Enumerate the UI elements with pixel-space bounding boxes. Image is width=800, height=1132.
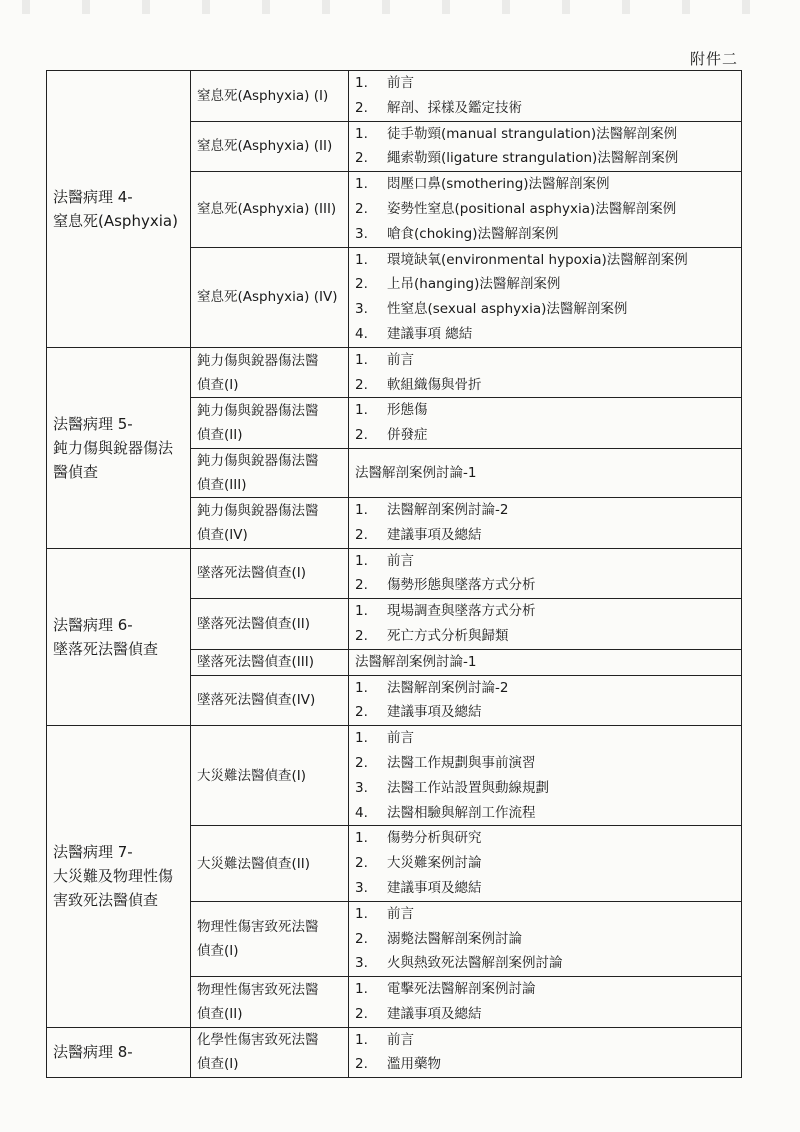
topic-number: 2.	[355, 200, 368, 217]
module-title	[47, 1027, 191, 1078]
session-row	[47, 548, 742, 599]
module-title-line: 鈍力傷與銳器傷法	[53, 438, 174, 457]
topic-item	[355, 398, 735, 423]
session-name-line: 鈍力傷與銳器傷法醫	[197, 502, 319, 519]
module-title	[47, 548, 191, 726]
session-topics	[349, 977, 742, 1028]
topic-item	[355, 902, 735, 927]
session-name-line: 墜落死法醫偵查(I)	[197, 565, 307, 582]
session-topics	[349, 497, 742, 548]
topic-item	[355, 272, 735, 297]
topic-number: 1.	[355, 905, 368, 922]
topic-text: 法醫解剖案例討論-1	[355, 653, 477, 670]
session-name	[191, 901, 349, 976]
session-name	[191, 172, 349, 247]
topic-item	[355, 851, 735, 876]
topic-item	[355, 122, 735, 147]
session-name	[191, 247, 349, 347]
topic-text: 建議事項及總結	[387, 526, 482, 543]
topic-number: 1.	[355, 830, 368, 847]
topic-item	[355, 1028, 735, 1053]
topic-text: 電擊死法醫解剖案例討論	[387, 981, 536, 998]
topic-number: 1.	[355, 125, 368, 142]
session-name	[191, 347, 349, 398]
session-row	[47, 726, 742, 826]
session-topics	[349, 548, 742, 599]
topic-text: 悶壓口鼻(smothering)法醫解剖案例	[387, 176, 610, 193]
topic-item	[355, 146, 735, 171]
session-row	[47, 71, 742, 122]
topic-number: 1.	[355, 981, 368, 998]
session-topics	[349, 726, 742, 826]
topic-item	[355, 322, 735, 347]
topic-item	[355, 676, 735, 701]
module-title-line: 大災難及物理性傷	[53, 867, 174, 886]
topic-number: 1.	[355, 251, 368, 268]
session-name-line: 窒息死(Asphyxia) (IV)	[197, 289, 338, 306]
topic-number: 2.	[355, 150, 368, 167]
session-name-line: 墜落死法醫偵查(IV)	[197, 692, 316, 709]
topic-item	[355, 624, 735, 649]
topic-text: 前言	[387, 730, 414, 747]
session-name	[191, 448, 349, 497]
topic-number: 1.	[355, 75, 368, 91]
topic-text: 溺斃法醫解剖案例討論	[387, 930, 522, 947]
topic-text: 建議事項及總結	[387, 704, 482, 721]
session-name-line: 偵查(III)	[197, 476, 247, 493]
topic-item	[355, 573, 735, 598]
topic-item	[355, 222, 735, 247]
module-title	[47, 726, 191, 1028]
topic-number: 1.	[355, 552, 368, 569]
session-name-line: 窒息死(Asphyxia) (II)	[197, 138, 333, 155]
topic-text: 法醫解剖案例討論-1	[355, 464, 477, 481]
topic-item	[355, 297, 735, 322]
session-topics	[349, 675, 742, 726]
session-topics	[349, 1027, 742, 1078]
topic-text: 前言	[387, 552, 414, 569]
topic-number: 1.	[355, 1031, 368, 1048]
session-name-line: 化學性傷害致死法醫	[197, 1032, 319, 1049]
topic-text: 上吊(hanging)法醫解剖案例	[387, 276, 561, 293]
topic-text: 徒手勒頸(manual strangulation)法醫解剖案例	[387, 125, 678, 142]
session-topics	[349, 599, 742, 650]
session-topics	[349, 649, 742, 675]
session-name	[191, 726, 349, 826]
topic-number: 2.	[355, 754, 368, 771]
topic-item	[355, 801, 735, 826]
topic-item	[355, 373, 735, 398]
session-name-line: 偵查(II)	[197, 1005, 243, 1022]
topic-number: 2.	[355, 1056, 368, 1073]
session-name-line: 鈍力傷與銳器傷法醫	[197, 352, 319, 369]
session-name	[191, 826, 349, 901]
session-name	[191, 497, 349, 548]
topic-number: 2.	[355, 276, 368, 293]
topic-text: 濫用藥物	[387, 1056, 441, 1073]
topic-item	[355, 172, 735, 197]
topic-item	[355, 826, 735, 851]
session-topics	[349, 448, 742, 497]
topic-number: 1.	[355, 176, 368, 193]
session-name-line: 偵查(IV)	[197, 526, 248, 543]
topic-text: 繩索勒頸(ligature strangulation)法醫解剖案例	[387, 150, 679, 167]
topic-item	[355, 1002, 735, 1027]
topic-text: 環境缺氧(environmental hypoxia)法醫解剖案例	[387, 251, 688, 268]
session-topics	[349, 172, 742, 247]
topic-item	[355, 348, 735, 373]
module-title-line: 法醫病理 6-	[53, 615, 133, 634]
topic-number: 3.	[355, 225, 368, 242]
session-name-line: 大災難法醫偵查(I)	[197, 767, 307, 784]
topic-text: 軟組織傷與骨折	[387, 376, 482, 393]
session-name	[191, 71, 349, 122]
session-topics	[349, 247, 742, 347]
topic-number: 1.	[355, 501, 368, 518]
topic-number: 2.	[355, 855, 368, 872]
topic-item	[355, 549, 735, 574]
topic-number: 1.	[355, 730, 368, 747]
topic-text: 嗆食(choking)法醫解剖案例	[387, 225, 559, 242]
session-topics	[349, 121, 742, 172]
topic-number: 3.	[355, 955, 368, 972]
topic-text: 現場調查與墜落方式分析	[387, 603, 536, 620]
topic-text: 形態傷	[387, 402, 428, 419]
topic-text: 性窒息(sexual asphyxia)法醫解剖案例	[387, 301, 628, 318]
topic-item	[355, 927, 735, 952]
topic-number: 1.	[355, 603, 368, 620]
topic-item	[355, 751, 735, 776]
topic-number: 2.	[355, 1005, 368, 1022]
session-topics	[349, 901, 742, 976]
topic-item	[355, 498, 735, 523]
module-title-line: 墜落死法醫偵查	[53, 639, 159, 658]
topic-item	[355, 248, 735, 273]
session-name-line: 墜落死法醫偵查(III)	[197, 654, 314, 671]
module-title-line: 害致死法醫偵查	[53, 891, 159, 910]
topic-text: 傷勢形態與墜落方式分析	[387, 577, 536, 594]
topic-number: 2.	[355, 99, 368, 116]
topic-text: 法醫相驗與解剖工作流程	[387, 804, 536, 821]
topic-text: 火與熱致死法醫解剖案例討論	[387, 955, 563, 972]
session-name-line: 物理性傷害致死法醫	[197, 981, 319, 998]
scan-edge-artifact	[0, 0, 800, 14]
topic-text: 死亡方式分析與歸類	[387, 627, 509, 644]
topic-number: 2.	[355, 704, 368, 721]
session-name	[191, 649, 349, 675]
topic-number: 2.	[355, 526, 368, 543]
topic-number: 1.	[355, 402, 368, 419]
session-name-line: 偵查(II)	[197, 427, 243, 444]
session-name-line: 偵查(I)	[197, 1056, 239, 1073]
topic-text: 前言	[387, 1031, 414, 1048]
course-table	[46, 70, 742, 1078]
topic-number: 3.	[355, 779, 368, 796]
topic-text: 大災難案例討論	[387, 855, 482, 872]
module-title-line: 法醫病理 4-	[53, 187, 133, 206]
topic-number: 3.	[355, 879, 368, 896]
topic-text: 法醫解剖案例討論-2	[387, 501, 509, 518]
session-name	[191, 548, 349, 599]
session-name	[191, 599, 349, 650]
topic-number: 2.	[355, 627, 368, 644]
topic-text: 前言	[387, 351, 414, 368]
module-title-line: 醫偵查	[53, 462, 99, 481]
module-title-line: 法醫病理 7-	[53, 843, 133, 862]
topic-text: 建議事項及總結	[387, 879, 482, 896]
topic-number: 2.	[355, 930, 368, 947]
session-topics	[349, 71, 742, 122]
topic-item	[355, 776, 735, 801]
topic-number: 1.	[355, 351, 368, 368]
session-name-line: 鈍力傷與銳器傷法醫	[197, 452, 319, 469]
topic-item	[355, 461, 735, 486]
session-topics	[349, 347, 742, 398]
session-name-line: 墜落死法醫偵查(II)	[197, 615, 310, 632]
topic-item	[355, 599, 735, 624]
topic-number: 2.	[355, 376, 368, 393]
module-title-line: 法醫病理 8-	[53, 1043, 133, 1062]
module-title-line: 窒息死(Asphyxia)	[53, 211, 178, 230]
module-title-line: 法醫病理 5-	[53, 414, 133, 433]
session-topics	[349, 398, 742, 449]
topic-text: 建議事項 總結	[387, 325, 473, 342]
topic-text: 法醫解剖案例討論-2	[387, 679, 509, 696]
session-name-line: 物理性傷害致死法醫	[197, 918, 319, 935]
module-title	[47, 71, 191, 348]
topic-number: 4.	[355, 804, 368, 821]
topic-item	[355, 197, 735, 222]
session-name	[191, 675, 349, 726]
session-name-line: 鈍力傷與銳器傷法醫	[197, 403, 319, 420]
session-row	[47, 347, 742, 398]
session-topics	[349, 826, 742, 901]
topic-item	[355, 523, 735, 548]
topic-number: 1.	[355, 679, 368, 696]
topic-text: 建議事項及總結	[387, 1005, 482, 1022]
topic-text: 法醫工作規劃與事前演習	[387, 754, 536, 771]
topic-item	[355, 423, 735, 448]
topic-text: 姿勢性窒息(positional asphyxia)法醫解剖案例	[387, 200, 677, 217]
session-name-line: 偵查(I)	[197, 376, 239, 393]
topic-item	[355, 650, 735, 675]
topic-text: 傷勢分析與研究	[387, 830, 482, 847]
topic-number: 4.	[355, 325, 368, 342]
session-name-line: 偵查(I)	[197, 942, 239, 959]
topic-item	[355, 1052, 735, 1077]
topic-number: 2.	[355, 427, 368, 444]
topic-text: 解剖、採樣及鑑定技術	[387, 99, 522, 116]
topic-number: 3.	[355, 301, 368, 318]
topic-text: 法醫工作站設置與動線規劃	[387, 779, 549, 796]
topic-text: 併發症	[387, 427, 428, 444]
topic-item	[355, 71, 735, 96]
topic-item	[355, 977, 735, 1002]
topic-number: 2.	[355, 577, 368, 594]
session-name-line: 窒息死(Asphyxia) (III)	[197, 201, 337, 218]
session-row	[47, 1027, 742, 1078]
annex-label: 附件二	[689, 50, 738, 68]
session-name	[191, 121, 349, 172]
topic-text: 前言	[387, 905, 414, 922]
session-name	[191, 1027, 349, 1078]
topic-item	[355, 700, 735, 725]
topic-item	[355, 726, 735, 751]
session-name-line: 窒息死(Asphyxia) (I)	[197, 87, 329, 104]
topic-item	[355, 876, 735, 901]
topic-text: 前言	[387, 75, 414, 91]
topic-item	[355, 951, 735, 976]
session-name	[191, 398, 349, 449]
module-title	[47, 347, 191, 548]
session-name-line: 大災難法醫偵查(II)	[197, 855, 310, 872]
session-name	[191, 977, 349, 1028]
topic-item	[355, 96, 735, 121]
